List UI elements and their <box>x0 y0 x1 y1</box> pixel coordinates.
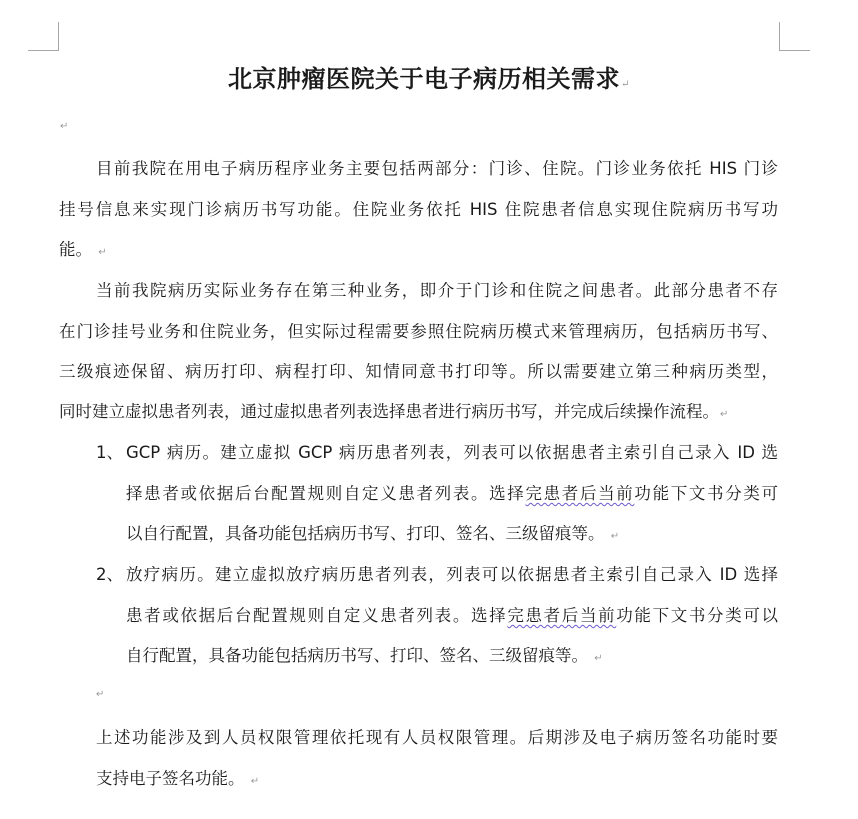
grammar-squiggle-text[interactable]: 完患者后当前 <box>525 484 635 503</box>
paragraph-mark-icon: ↵ <box>610 531 620 542</box>
paragraph-mark-icon: ↵ <box>96 689 105 700</box>
paragraph-1-line-3[interactable] <box>59 238 107 265</box>
paragraph-2-line-4[interactable] <box>59 400 728 427</box>
paragraph-1-line-1[interactable]: 目前我院在用电子病历程序业务主要包括两部分：门诊、住院。门诊业务依托 HIS 门诊 <box>96 159 778 178</box>
paragraph-mark-icon: ↵ <box>621 79 630 90</box>
list-item-1-line-2[interactable] <box>126 482 778 506</box>
paragraph-2-line-4-text: 同时建立虚拟患者列表，通过虚拟患者列表选择患者进行病历书写，并完成后续操作流程。 <box>59 402 719 421</box>
paragraph-mark-icon: ↵ <box>98 247 107 258</box>
list-item-2-line-3[interactable] <box>126 644 603 671</box>
paragraph-2-line-3[interactable]: 三级痕迹保留、病历打印、病程打印、知情同意书打印等。所以需要建立第三种病历类型， <box>59 362 778 381</box>
list-item-2-number: 2、 <box>96 565 123 584</box>
paragraph-3-line-2-text: 支持电子签名功能。 <box>96 769 245 788</box>
paragraph-3-line-1[interactable]: 上述功能涉及到人员权限管理依托现有人员权限管理。后期涉及电子病历签名功能时要 <box>96 728 778 747</box>
list-item-1-line-2-text: 择患者或依据后台配置规则自定义患者列表。选择 <box>126 484 526 503</box>
document-title-text: 北京肿瘤医院关于电子病历相关需求 <box>228 64 621 93</box>
paragraph-mark-icon: ↵ <box>250 776 260 787</box>
list-item-2-line-1[interactable]: 放疗病历。建立虚拟放疗病历患者列表，列表可以依据患者主索引自己录入 ID 选择 <box>126 565 778 584</box>
paragraph-2-line-1[interactable]: 当前我院病历实际业务存在第三种业务，即介于门诊和住院之间患者。此部分患者不存 <box>96 281 778 300</box>
document-title[interactable] <box>0 62 858 102</box>
paragraph-3-line-2[interactable] <box>96 767 259 794</box>
list-item-1-line-2-text-end: 功能下文书分类可 <box>634 484 779 503</box>
paragraph-mark-icon: ↵ <box>720 409 729 420</box>
list-item-2-line-2-text-end: 功能下文书分类可以 <box>616 606 779 625</box>
grammar-squiggle-text[interactable]: 完患者后当前 <box>507 606 617 625</box>
list-item-1-line-3[interactable] <box>126 522 619 549</box>
list-item-2-line-3-text: 自行配置，具备功能包括病历书写、打印、签名、三级留痕等。 <box>126 646 588 665</box>
paragraph-2-line-2[interactable]: 在门诊挂号业务和住院业务，但实际过程需要参照住院病历模式来管理病历，包括病历书写、 <box>59 322 778 341</box>
paragraph-mark-icon: ↵ <box>594 653 603 664</box>
page-corner-mark-top-right <box>779 22 810 51</box>
paragraph-mark-icon: ↵ <box>60 121 69 132</box>
page-corner-mark-top-left <box>28 22 59 51</box>
list-item-1-line-3-text: 以自行配置，具备功能包括病历书写、打印、签名、三级留痕等。 <box>126 524 605 543</box>
list-item-2-line-2-text: 患者或依据后台配置规则自定义患者列表。选择 <box>126 606 508 625</box>
list-item-2-line-2[interactable] <box>126 604 778 628</box>
paragraph-1-line-3-text: 能。 <box>59 240 92 259</box>
list-item-1-line-1[interactable]: GCP 病历。建立虚拟 GCP 病历患者列表，列表可以依据患者主索引自己录入 ID 选 <box>126 443 778 462</box>
paragraph-1-line-2[interactable]: 挂号信息来实现门诊病历书写功能。住院业务依托 HIS 住院患者信息实现住院病历书写功 <box>59 200 778 219</box>
list-item-1-number: 1、 <box>96 443 123 462</box>
